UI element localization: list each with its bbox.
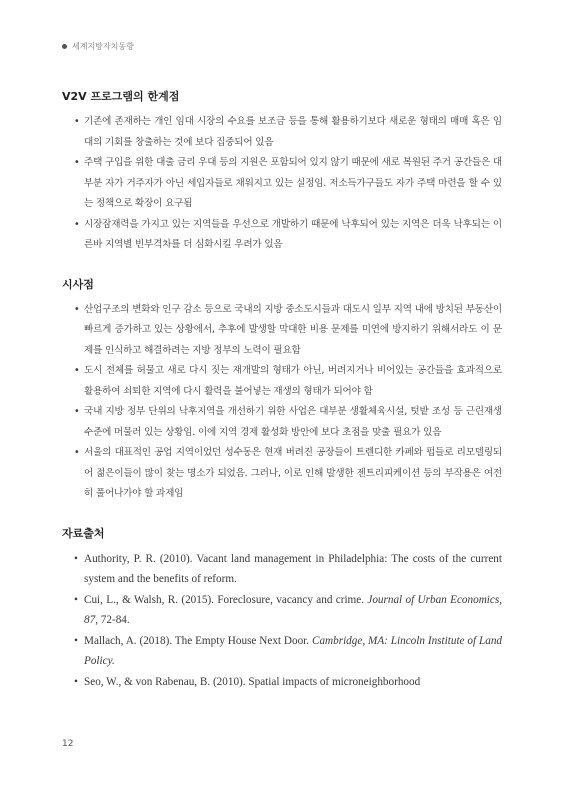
reference-publisher: Cambridge, MA: Lincoln Institute of Land Policy. (84, 634, 503, 667)
header-bullet-icon (62, 44, 67, 49)
reference-item (62, 672, 502, 693)
reference-text: Mallach, A. (2018). The Empty House Next Door. (84, 634, 312, 647)
list-item: • 국내 지방 정부 단위의 낙후지역을 개선하기 위한 사업은 대부분 생활체육시설, 텃밭 조성 등 근린재생 수준에 머물러 있는 상황임. 이에 지역 경제 활성화 방안에 보다 초점을 맞출 필요가 있음 (62, 402, 502, 443)
reference-journal: Journal of Urban Economics, 87 (84, 593, 502, 626)
section-title: 시사점 (62, 277, 94, 291)
page-content (62, 88, 502, 692)
reference-text: Seo, W., & von Rabenau, B. (2010). Spatial impacts of microneighborhood (84, 675, 421, 688)
list-item: • 산업구조의 변화와 인구 감소 등으로 국내의 지방 중소도시들과 대도시 일부 지역 내에 방치된 부동산이 빠르게 증가하고 있는 상황에서, 추후에 발생할 막대한 비용 문제를 미연에 방지하기 위해서라도 이 문제를 인식하고 해결하려는 지방 정부의 노력이 필요함 (62, 300, 502, 362)
section-title: 자료출처 (62, 526, 105, 540)
reference-list (62, 549, 502, 693)
bullet-list (62, 300, 502, 505)
list-item: • 시장잠재력을 가지고 있는 지역들을 우선으로 개발하기 때문에 낙후되어 있는 지역은 더욱 낙후되는 이른바 지역별 빈부격차를 더 심화시킬 우려가 있음 (62, 215, 502, 256)
reference-item (62, 549, 502, 590)
list-item: • 도시 전체를 허물고 새로 다시 짓는 재개발의 형태가 아닌, 버려지거나 비어있는 공간들을 효과적으로 활용하여 쇠퇴한 지역에 다시 활력을 불어넣는 재생의 형태가 되어야 함 (62, 361, 502, 402)
list-item: • 기존에 존재하는 개인 임대 시장의 수요를 보조금 등을 통해 활용하기보다 새로운 형태의 매매 혹은 임대의 기회를 창출하는 것에 보다 집중되어 있음 (62, 112, 502, 153)
bullet-list (62, 112, 502, 256)
reference-pages: , 72-84. (95, 614, 130, 626)
header-label: 세계지방자치동향 (72, 42, 134, 51)
reference-item (62, 631, 502, 672)
page-number: 12 (62, 739, 74, 749)
list-item: • 서울의 대표적인 공업 지역이었던 성수동은 현재 버려진 공장들이 트렌디한 카페와 펍들로 리모델링되어 젊은이들이 많이 찾는 명소가 되었음. 그러나, 이로 인해 발생한 젠트리피케이션 등의 부작용은 여전히 풀어나가야 할 과제임 (62, 443, 502, 505)
running-header (62, 41, 134, 52)
list-item: • 주택 구입을 위한 대출 금리 우대 등의 지원은 포함되어 있지 않기 때문에 새로 복원된 주거 공간들은 대부분 자가 거주자가 아닌 세입자들로 채워지고 있는 실정임. 저소득가구들도 자가 주택 마련을 할 수 있는 정책으로 확장이 요구됨 (62, 153, 502, 215)
reference-item (62, 590, 502, 631)
section-v2v-limitations (62, 88, 502, 256)
section-references (62, 525, 502, 693)
section-title: V2V 프로그램의 한계점 (62, 90, 180, 103)
reference-text: Authority, P. R. (2010). Vacant land management in Philadelphia: The costs of the current system and the benefits of reform. (84, 552, 502, 585)
reference-text: Cui, L., & Walsh, R. (2015). Foreclosure, vacancy and crime. (84, 593, 368, 606)
section-implications (62, 276, 502, 505)
